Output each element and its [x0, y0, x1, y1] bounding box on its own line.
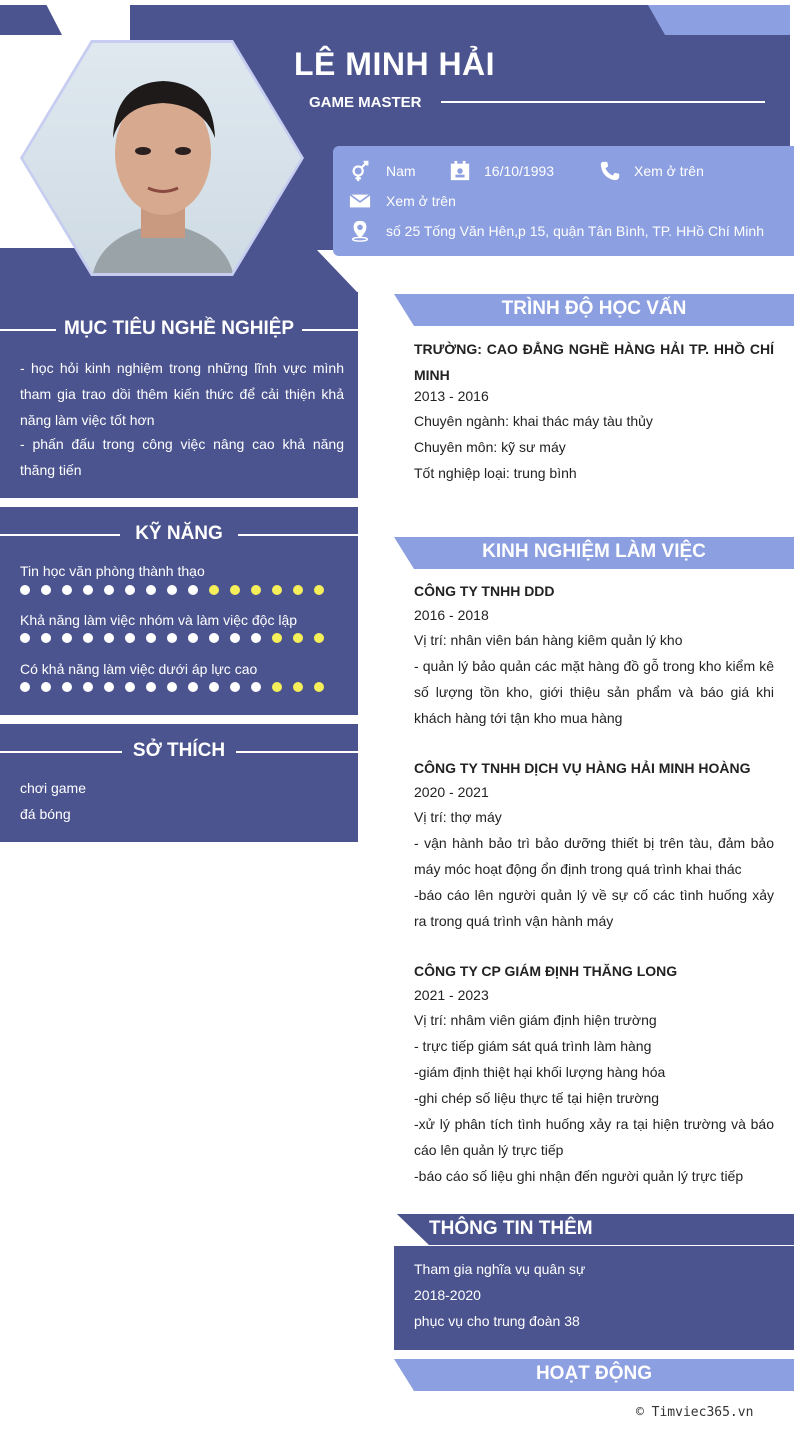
rating-dot — [272, 682, 282, 692]
education-years: 2013 - 2016 — [414, 388, 489, 404]
job-details: - vận hành bảo trì bảo dưỡng thiết bị trên tàu, đảm bảo máy móc hoạt động ổn định trong quá trình khai thác — [414, 835, 774, 877]
header-accent-tab — [648, 5, 790, 35]
contact-address: số 25 Tống Văn Hên,p 15, quận Tân Bình, TP. HHồ Chí Minh — [386, 223, 764, 239]
email-icon — [349, 190, 371, 212]
rating-dot — [146, 682, 156, 692]
rating-dot — [293, 682, 303, 692]
rating-dot — [209, 585, 219, 595]
rating-dot — [314, 682, 324, 692]
education-grade: Tốt nghiệp loại: trung bình — [414, 465, 577, 481]
rating-dot — [251, 682, 261, 692]
rating-dot — [41, 585, 51, 595]
job-details: -báo cáo số liệu ghi nhận đến người quản lý trực tiếp — [414, 1168, 744, 1184]
rating-dot — [188, 682, 198, 692]
job-company: CÔNG TY TNHH DỊCH VỤ HÀNG HẢI MINH HOÀNG — [414, 760, 751, 776]
rating-dot — [146, 633, 156, 643]
rating-dot — [146, 585, 156, 595]
skill-rating — [20, 633, 324, 643]
rating-dot — [167, 585, 177, 595]
rating-dot — [314, 585, 324, 595]
calendar-icon — [449, 160, 471, 182]
contact-gender: Nam — [386, 163, 416, 179]
rating-dot — [125, 633, 135, 643]
location-icon — [349, 220, 371, 242]
rating-dot — [188, 633, 198, 643]
rating-dot — [230, 585, 240, 595]
rating-dot — [62, 633, 72, 643]
objective-line-1: - học hỏi kinh nghiệm trong những lĩnh vực mình tham gia trao dồi thêm kiến thức để cải thiện khả năng làm việc tốt hơn — [20, 360, 344, 428]
profile-name: LÊ MINH HẢI — [294, 46, 496, 82]
job-details: -giám định thiệt hại khối lượng hàng hóa — [414, 1064, 666, 1080]
job-title: GAME MASTER — [309, 94, 422, 111]
rating-dot — [293, 633, 303, 643]
gender-icon — [349, 160, 371, 182]
education-major: Chuyên ngành: khai thác máy tàu thủy — [414, 413, 653, 429]
rating-dot — [104, 682, 114, 692]
skill-name: Tin học văn phòng thành thạo — [20, 563, 205, 579]
job-details: - quản lý bảo quản các mặt hàng đồ gỗ trong kho kiểm kê số lượng tồn kho, giới thiệu sản phẩm và báo giá khi khách hàng tới tận kho mua hàng — [414, 658, 774, 726]
job-company: CÔNG TY CP GIÁM ĐỊNH THĂNG LONG — [414, 963, 678, 979]
extra-line-2: 2018-2020 — [414, 1287, 481, 1303]
job-years: 2020 - 2021 — [414, 784, 489, 800]
rating-dot — [230, 682, 240, 692]
job-details: -ghi chép số liệu thực tế tại hiện trường — [414, 1090, 660, 1106]
rating-dot — [20, 633, 30, 643]
education-title: TRÌNH ĐỘ HỌC VẤN — [501, 298, 687, 319]
rating-dot — [125, 585, 135, 595]
rating-dot — [41, 682, 51, 692]
job-years: 2016 - 2018 — [414, 607, 489, 623]
rating-dot — [251, 585, 261, 595]
job-details: -xử lý phân tích tình huống xảy ra tại hiện trường và báo cáo lên quản lý trực tiếp — [414, 1116, 774, 1158]
rating-dot — [209, 682, 219, 692]
rating-dot — [20, 585, 30, 595]
contact-birthday: 16/10/1993 — [484, 163, 555, 179]
job-position: Vị trí: nhâm viên giám định hiện trường — [414, 1012, 657, 1028]
rating-dot — [272, 633, 282, 643]
rating-dot — [230, 633, 240, 643]
job-years: 2021 - 2023 — [414, 987, 489, 1003]
section-divider — [302, 329, 358, 331]
rating-dot — [209, 633, 219, 643]
job-details: - trực tiếp giám sát quá trình làm hàng — [414, 1038, 652, 1054]
rating-dot — [83, 682, 93, 692]
rating-dot — [314, 633, 324, 643]
header-corner-shape — [0, 5, 62, 35]
contact-email[interactable]: Xem ở trên — [386, 193, 456, 209]
rating-dot — [104, 585, 114, 595]
extra-title: THÔNG TIN THÊM — [429, 1218, 593, 1239]
skill-name: Khả năng làm việc nhóm và làm việc độc lập — [20, 612, 298, 628]
extra-line-1: Tham gia nghĩa vụ quân sự — [414, 1261, 586, 1277]
section-divider — [394, 1245, 794, 1246]
skills-title: KỸ NĂNG — [135, 523, 223, 544]
rating-dot — [125, 682, 135, 692]
objective-line-2: - phấn đấu trong công việc nâng cao khả năng thăng tiến — [20, 436, 344, 478]
section-divider — [238, 534, 358, 536]
title-divider — [441, 101, 765, 103]
rating-dot — [62, 682, 72, 692]
job-position: Vị trí: thợ máy — [414, 809, 502, 825]
skill-rating — [20, 682, 324, 692]
education-school: TRƯỜNG: CAO ĐẲNG NGHỀ HÀNG HẢI TP. HHỒ CHÍ MINH — [414, 341, 774, 383]
rating-dot — [83, 585, 93, 595]
rating-dot — [188, 585, 198, 595]
section-divider — [236, 751, 358, 753]
activities-title: HOẠT ĐỘNG — [535, 1363, 653, 1384]
rating-dot — [41, 633, 51, 643]
rating-dot — [83, 633, 93, 643]
rating-dot — [272, 585, 282, 595]
experience-title: KINH NGHIỆM LÀM VIỆC — [482, 541, 706, 562]
hobby-item: đá bóng — [20, 806, 71, 822]
contact-phone[interactable]: Xem ở trên — [634, 163, 704, 179]
hobby-item: chơi game — [20, 780, 86, 796]
rating-dot — [293, 585, 303, 595]
rating-dot — [251, 633, 261, 643]
job-company: CÔNG TY TNHH DDD — [414, 583, 555, 599]
extra-line-3: phục vụ cho trung đoàn 38 — [414, 1313, 580, 1329]
footer-credit: © Timviec365.vn — [636, 1405, 754, 1420]
phone-icon — [599, 160, 621, 182]
job-position: Vị trí: nhân viên bán hàng kiêm quản lý kho — [414, 632, 683, 648]
job-details: -báo cáo lên người quản lý về sự cố các tình huống xảy ra trong quá trình vận hành máy — [414, 887, 774, 929]
hobbies-title: SỞ THÍCH — [132, 740, 226, 761]
rating-dot — [104, 633, 114, 643]
objective-title: MỤC TIÊU NGHỀ NGHIỆP — [63, 318, 295, 339]
rating-dot — [62, 585, 72, 595]
rating-dot — [167, 633, 177, 643]
rating-dot — [167, 682, 177, 692]
education-specialty: Chuyên môn: kỹ sư máy — [414, 439, 566, 455]
skill-rating — [20, 585, 324, 595]
skill-name: Có khả năng làm việc dưới áp lực cao — [20, 661, 258, 677]
contact-box — [333, 146, 794, 256]
rating-dot — [20, 682, 30, 692]
